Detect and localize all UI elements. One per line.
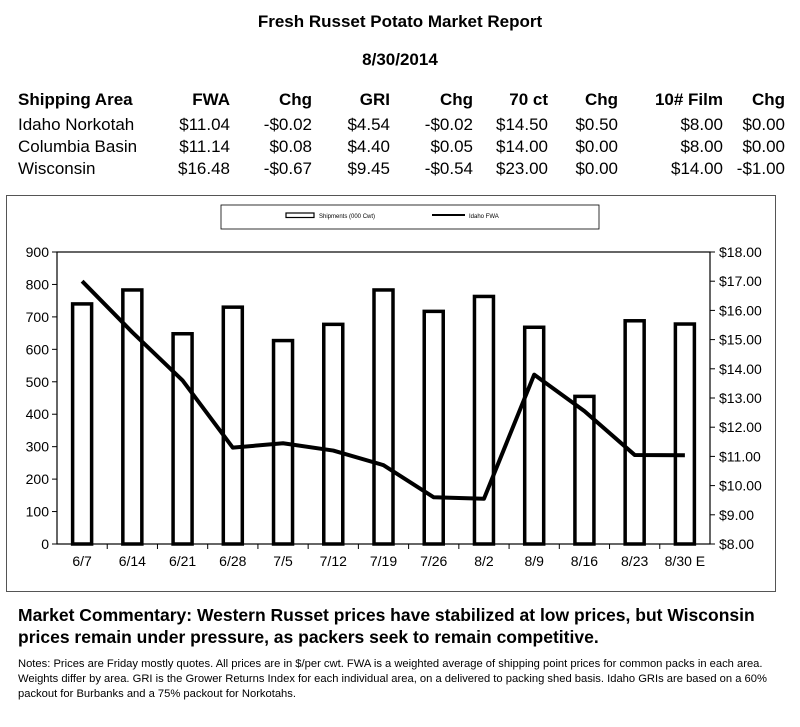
right-axis-tick-label: $17.00: [719, 273, 762, 290]
price-cell: $0.00: [575, 137, 618, 156]
price-cell: $14.00: [671, 159, 723, 178]
x-axis-tick-label: 8/2: [474, 553, 494, 569]
column-header: GRI: [359, 90, 390, 109]
price-cell: $16.48: [178, 159, 230, 178]
price-cell: $8.00: [680, 137, 723, 156]
price-cell: $9.45: [347, 159, 390, 178]
table-row: [18, 136, 785, 158]
price-cell: $4.40: [347, 137, 390, 156]
x-axis-tick-label: 6/21: [168, 553, 197, 569]
price-cell: -$0.02: [263, 115, 312, 134]
right-axis-tick-label: $12.00: [719, 419, 762, 436]
legend-bar-swatch: [286, 213, 314, 218]
price-cell: -$0.02: [424, 115, 473, 134]
shipping-area-cell: Wisconsin: [18, 159, 96, 178]
shipments-price-chart: [7, 196, 775, 591]
legend-fwa-label: Idaho FWA: [469, 214, 499, 220]
price-cell: $11.14: [179, 137, 230, 156]
shipment-bar: [374, 290, 393, 544]
x-axis-tick-label: 8/9: [524, 553, 544, 569]
left-axis-tick-label: 100: [25, 503, 49, 520]
legend-shipments-label: Shipments (000 Cwt): [319, 214, 376, 220]
left-axis-tick-label: 200: [25, 471, 49, 488]
price-cell: $0.00: [742, 137, 785, 156]
shipment-bar: [474, 296, 493, 544]
shipment-bar: [525, 327, 544, 544]
right-axis-tick-label: $8.00: [719, 536, 755, 552]
left-axis-tick-label: 300: [25, 438, 49, 455]
shipment-bar: [223, 307, 242, 544]
shipping-area-cell: Columbia Basin: [18, 137, 138, 156]
left-axis-tick-label: 0: [41, 536, 49, 552]
column-header: 10# Film: [654, 90, 723, 109]
left-axis-tick-label: 500: [25, 373, 49, 390]
shipment-bar: [173, 334, 192, 544]
price-cell: -$0.67: [263, 159, 312, 178]
left-axis-tick-label: 600: [25, 341, 49, 358]
chart-frame: [6, 195, 776, 592]
x-axis-tick-label: 7/26: [420, 553, 448, 569]
price-cell: $0.00: [575, 159, 618, 178]
right-axis-tick-label: $18.00: [719, 244, 762, 260]
price-cell: $0.00: [742, 115, 785, 134]
x-axis-tick-label: 7/19: [369, 553, 398, 569]
price-cell: $0.50: [575, 115, 618, 134]
price-cell: $4.54: [347, 115, 390, 134]
price-cell: $8.00: [680, 115, 723, 134]
price-cell: $14.00: [496, 137, 548, 156]
price-cell: $0.08: [269, 137, 312, 156]
table-row: [18, 158, 785, 180]
price-cell: -$0.54: [424, 159, 473, 178]
left-axis-tick-label: 400: [25, 406, 49, 423]
price-cell: -$1.00: [736, 159, 785, 178]
table-row: [18, 114, 785, 136]
shipment-bar: [675, 324, 694, 544]
x-axis-tick-label: 8/23: [621, 553, 649, 569]
x-axis-tick-label: 6/7: [72, 553, 92, 569]
column-header: Chg: [584, 90, 618, 109]
right-axis-tick-label: $15.00: [719, 331, 762, 348]
x-axis-tick-label: 7/5: [273, 553, 293, 569]
left-axis-tick-label: 900: [25, 244, 49, 260]
shipment-bar: [424, 311, 443, 544]
x-axis-tick-label: 6/14: [118, 553, 146, 569]
table-header-row: [18, 90, 785, 114]
right-axis-tick-label: $16.00: [719, 302, 762, 319]
shipment-bar: [324, 324, 343, 544]
price-cell: $11.04: [179, 115, 230, 134]
notes: Notes: Prices are Friday mostly quotes. All prices are in $/per cwt. FWA is a weighted average of shipping point prices for common packs in each area. Weights differ by area. GRI is the Grower Returns Index for each individual area, on a delivered to packing shed basis. Idaho GRIs are based on a 60% packout for Burbanks and a 75% packout for Norkotahs.: [18, 658, 767, 700]
legend-box: [221, 205, 599, 229]
right-axis-tick-label: $11.00: [719, 448, 761, 465]
x-axis-tick-label: 8/30 E: [664, 553, 706, 569]
shipment-bar: [73, 304, 92, 544]
right-axis-tick-label: $13.00: [719, 390, 762, 406]
report-title: Fresh Russet Potato Market Report: [257, 12, 543, 31]
column-header: Chg: [439, 90, 473, 109]
x-axis-tick-label: 7/12: [319, 553, 347, 569]
market-commentary: Market Commentary: Western Russet prices have stabilized at low prices, but Wisconsin prices remain under pressure, as packers seek to remain competitive.: [18, 605, 755, 647]
right-axis-tick-label: $10.00: [719, 477, 762, 494]
column-header: 70 ct: [509, 90, 548, 109]
shipment-bar: [625, 321, 644, 544]
column-header: Shipping Area: [18, 90, 133, 109]
price-table: [18, 90, 785, 180]
price-cell: $14.50: [496, 115, 548, 134]
column-header: Chg: [751, 90, 785, 109]
left-axis-tick-label: 700: [25, 308, 49, 325]
column-header: Chg: [278, 90, 312, 109]
right-axis-tick-label: $9.00: [719, 506, 755, 523]
x-axis-tick-label: 6/28: [219, 553, 247, 569]
column-header: FWA: [192, 90, 230, 109]
report-date: 8/30/2014: [362, 50, 438, 69]
price-cell: $0.05: [430, 137, 473, 156]
shipping-area-cell: Idaho Norkotah: [18, 115, 135, 134]
left-axis-tick-label: 800: [25, 276, 49, 293]
right-axis-tick-label: $14.00: [719, 360, 762, 377]
x-axis-tick-label: 8/16: [570, 553, 599, 569]
price-cell: $23.00: [496, 159, 548, 178]
